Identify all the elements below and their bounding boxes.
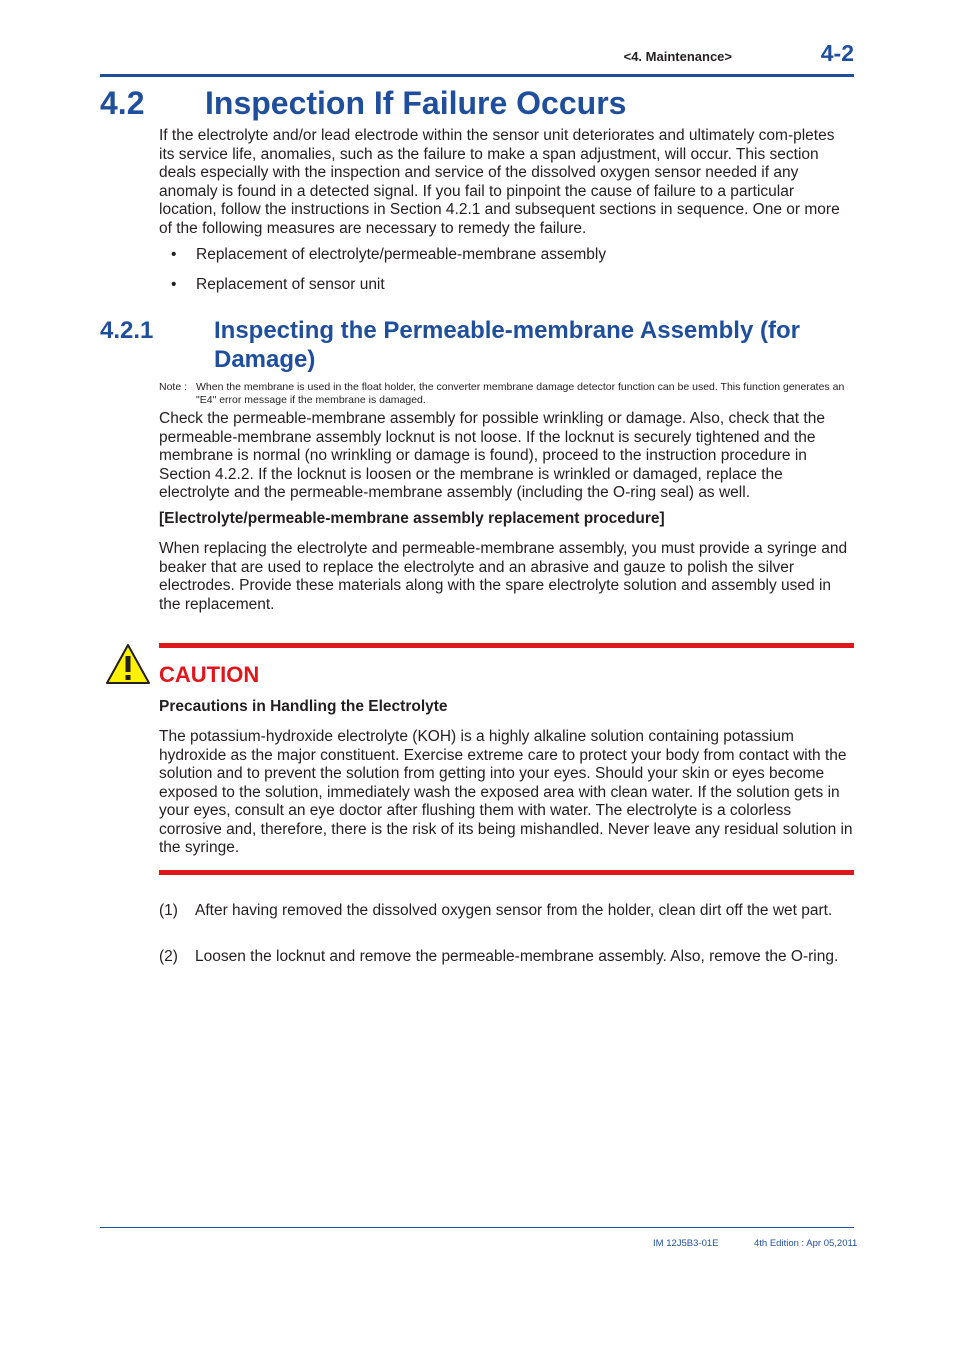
- caution-bottom-rule: [159, 870, 854, 875]
- caution-heading: Precautions in Handling the Electrolyte: [159, 698, 448, 715]
- procedure-intro: When replacing the electrolyte and permeable-membrane assembly, you must provide a syringe and beaker that are used to replace the electrolyte and an abrasive and gauze to polish the silver electrodes. Provide these materials along with the spare electrolyte solution and assembly used in the replacement.: [159, 540, 848, 613]
- warning-triangle-icon: [105, 643, 151, 685]
- caution-text: The potassium-hydroxide electrolyte (KOH) is a highly alkaline solution containing potassium hydroxide as the major constituent. Exercise extreme care to protect your body from contact with the solution and to prevent the solution from getting into your eyes. Should your skin or eyes become exposed to the solution, immediately wash the exposed area with clean water. If the solution gets in your eyes, consult an eye doctor after flushing them with water. The electrolyte is a colorless corrosive and, therefore, there is the risk of its being mishandled. Never leave any residual solution in the syringe.: [159, 728, 853, 856]
- caution-top-rule: [159, 643, 854, 648]
- bullet-item: [171, 276, 385, 295]
- subsection-number: 4.2.1: [100, 317, 154, 344]
- section-title: [100, 83, 626, 123]
- caution-label: CAUTION: [159, 662, 260, 687]
- footer-divider: [100, 1227, 854, 1228]
- bullet-text: Replacement of electrolyte/permeable-membrane assembly: [196, 246, 607, 263]
- document-id: IM 12J5B3-01E: [653, 1238, 719, 1249]
- step-number: (1): [159, 902, 178, 919]
- step-text: After having removed the dissolved oxygen sensor from the holder, clean dirt off the wet part.: [195, 902, 833, 919]
- header-divider: [100, 74, 854, 77]
- bullet-symbol: •: [171, 276, 177, 293]
- step-number: (2): [159, 948, 178, 965]
- procedure-heading: [Electrolyte/permeable-membrane assembly replacement procedure]: [159, 510, 665, 527]
- page-number: 4-2: [820, 40, 854, 66]
- subsection-title-text: Inspecting the Permeable-membrane Assembly (for Damage): [214, 317, 800, 373]
- section-intro: If the electrolyte and/or lead electrode within the sensor unit deteriorates and ultimately com-pletes its service life, anomalies, such as the failure to make a span adjustment, will occur. This section deals especially with the inspection and service of the dissolved oxygen sensor needed if any anomaly is found in a detected signal. If you fail to pinpoint the cause of failure to a particular location, follow the instructions in Section 4.2.1 and subsequent sections in sequence. One or more of the following measures are necessary to remedy the failure.: [159, 127, 840, 237]
- bullet-symbol: •: [171, 246, 177, 263]
- bullet-text: Replacement of sensor unit: [196, 276, 385, 293]
- chapter-label: <4. Maintenance>: [623, 49, 732, 64]
- inspection-paragraph: Check the permeable-membrane assembly for possible wrinkling or damage. Also, check that the permeable-membrane assembly locknut is not loose. If the locknut is securely tightened and the membrane is normal (no wrinkling or damage is found), proceed to the instruction procedure in Section 4.2.2. If the locknut is loosen or the membrane is wrinkled or damaged, replace the electrolyte and the permeable-membrane assembly (including the O-ring seal) as well.: [159, 410, 825, 501]
- note-label: Note :: [159, 381, 188, 393]
- edition-date: 4th Edition : Apr 05,2011: [754, 1238, 858, 1249]
- section-number: 4.2: [100, 85, 145, 121]
- step-text: Loosen the locknut and remove the permeable-membrane assembly. Also, remove the O-ring.: [195, 948, 839, 965]
- bullet-item: [171, 246, 606, 265]
- note-text: When the membrane is used in the float holder, the converter membrane damage detector function can be used. This function generates an "E4" error message if the membrane is damaged.: [196, 381, 845, 406]
- section-title-text: Inspection If Failure Occurs: [205, 85, 627, 121]
